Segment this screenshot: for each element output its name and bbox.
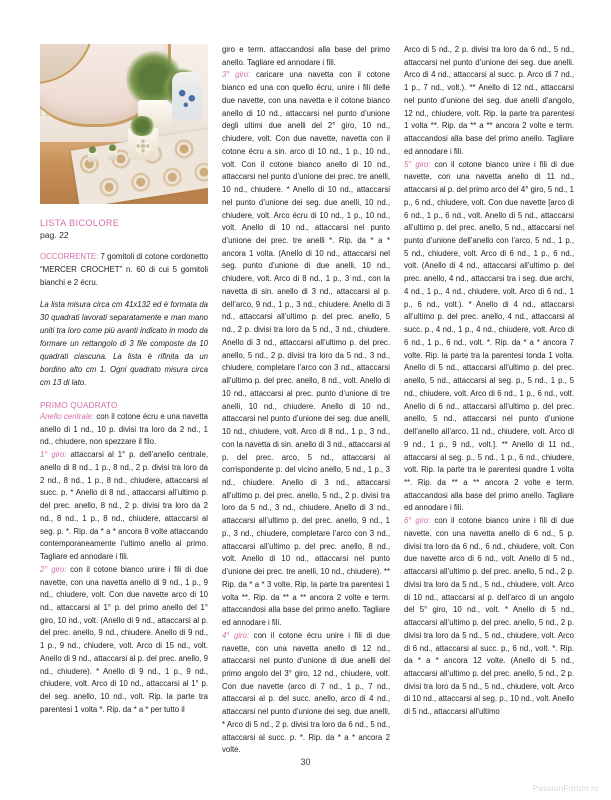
photo-mini-plant-1 [88,145,97,153]
page-title: LISTA BICOLORE [40,218,120,228]
instruction-label: 5° giro: [404,159,431,169]
instruction-label: 6° giro: [404,516,431,526]
photo-mini-pot-2 [108,150,117,160]
instruction-paragraph [40,564,208,717]
instruction-text: con il cotone écru unire i fili di due navette, con una navetta anello di 12 nd., attaccarsi nel punto d’unione di due anelli del primo angolo del 3° giro, 12 nd., chiudere, volt. Con due navette (arco di 7 nd., 1 p., 7 nd., attaccarsi al p. del succ. anello, arco di 4 nd., attaccarsi nel punto d’unione dei seg. due anelli, * Arco di 5 nd., 2 p. divisi tra loro da 6 nd., 5 nd., attaccarsi al succ. p. *. Rip. da * a * ancora 2 volte. [222,630,390,755]
photo-vase-pattern [175,84,199,110]
photo-mini-pot-1 [88,152,97,162]
instruction-label: 1° giro: [40,450,67,460]
instruction-label: 2° giro: [40,564,67,574]
intro-paragraph: La lista misura circa cm 41x132 ed è formata da 30 quadrati lavorati separatamente e man mano uniti tra loro come più avanti indicato in modo da formare un rettangolo di 3 file composte da 10 quadrati ciascuna. La lista è rifinita da un bordino alto cm 1. Ogni quadrato misura circa cm 13 di lato. [40,300,208,388]
photo-succulent [128,116,156,136]
instruction-text: attaccarsi al 1° p. dell’anello centrale, anello di 8 nd., 1 p., 8 nd., 2 p. divisi tra loro da 2 nd., 8 nd., 1 p., 8 nd., chiudere, attaccarsi al succ. p. * Anello di 8 nd., attaccarsi all’ultimo p. del prec. anello, 8 nd., 2 p. divisi tra loro da 2 nd., 8 nd., 1 p., 8 nd., chiudere, attaccarsi al seg. p. *. Rip. da * a * ancora 8 volte attaccando contemporaneamente l’ultimo anello al primo. Tagliare ed annodare i fili. [40,450,208,562]
requirements-label: OCCORRENTE: [40,252,99,261]
instruction-paragraph [40,411,208,449]
instruction-paragraph [222,630,390,757]
instruction-text: con il cotone bianco unire i fili di due navette, con una navetta anello di 6 nd., 5 p. divisi tra loro da 6 nd., 6 nd., chiudere, volt. Con due navette arco di 6 nd., volt. Anello di 5 nd., attaccarsi all’ultimo p. del prec. anello, 5 nd., 2 p. divisi tra loro da 5 nd., 5 nd., chiudere, volt. Arco di 10 nd., attaccarsi al p. dell’arco di un angolo del 5° giro, 10 nd., volt. * Anello di 5 nd., attaccarsi all’ultimo p. del prec. anello, 5 nd., 2 p. divisi tra loro da 5 nd., 5 nd., chiudere, volt. Arco di 6 nd., attaccarsi al succ. p., 6 nd., volt. *. Rip. da * a * ancora 12 volte. (Anello di 5 nd., attaccarsi all’ultimo p. del prec. anello, 5 nd., 2 p. divisi tra loro da 5 nd., 5 nd., chiudere, volt. Arco di 10 nd., attaccarsi al seg. p., 10 nd., volt. Anello di 5 nd., attaccarsi all’ultimo [404,516,574,717]
instruction-paragraph [222,69,390,629]
instruction-paragraph-continued: Arco di 5 nd., 2 p. divisi tra loro da 6 nd., 5 nd., attaccarsi nel punto d’unione dei seg. due anelli. Arco di 4 nd., attaccarsi al succ. p. Arco di 7 nd., 1 p., 7 nd., volt.). ** Anello di 12 nd., attaccarsi nel punto d’unione dei seg. due anelli d’angolo, 12 nd., chiudere, volt. Rip. la parte tra parentesi 1 volta **. Rip. da ** a ** ancora 2 volte e term. attaccandosi alla base del primo anello. Tagliare ed annodare i fili. [404,45,574,156]
column-left [40,44,208,744]
instruction-label: 3° giro: [222,70,251,80]
section-heading-primo-quadrato: PRIMO QUADRATO [40,400,118,410]
photo-pot-cutwork [135,138,151,154]
instruction-paragraph [404,515,574,719]
instruction-text: caricare una navetta con il cotone bianco ed una con quello écru, unire i fili delle due navette, con una navetta e il cotone bianco anello di 10 nd., attaccarsi nel punto d’unione degli ultimi due anelli del 2° giro, 10 nd., chiudere, volt. Con due navette, navetta con il cotone écru a sin. arco di 10 nd., 1 p., 10 nd., volt. Con il cotone bianco anello di 10 nd., attaccarsi nel punto d’unione dei prec. tre anelli, 10 nd., chiudere. * Anello di 10 nd., attaccarsi nel punto d’unione dei seg. due anelli, 10 nd., chiudere, volt. Arco écru di 10 nd., 1 p., 10 nd., volt. Anello di 10 nd., attaccarsi nel punto d’unione dei prec. tre anelli *. Rip. da * a * ancora 1 volta. (Anello di 10 nd., attaccarsi nel seg. punto d’unione di due anelli, 10 nd., chiudere, volt. Arco di 8 nd., 1 p., 3 nd., con la navetta di sin. anello di 3 nd., attaccarsi al p. dell’arco, 9 nd., 1 p., 3 nd., chiudere. Anello di 3 nd., attaccarsi all’ultimo p. del prec. anello, 5 nd., 2 p. divisi tra loro da 5 nd., 3 nd., chiudere. Anello di 3 nd., attaccarsi all’ultimo p. del prec. anello, 5 nd., 2 p. divisi tra loro da 5 nd., 3 nd., chiudere, completare l’arco con 3 nd., attaccarsi all’ultimo p. del prec. anello, 8 nd., volt. Anello di 10 nd., attaccarsi al prec. punto d’unione di tre anelli, 10 nd., chiudere. Anello di 10 nd., attaccarsi nel punto d’unione dei seg. due anelli, 10 nd., chiudere, volt. Arco di 8 nd., 1 p., 3 nd., con la navetta di sin. anello di 3 nd., attaccarsi al p. del prec. arco, 5 nd., attaccarsi al corrispondente p. del vicino anello, 5 nd., 1 p., 3 nd., chiudere. Anello di 3 nd., attaccarsi all’ultimo p. del prec. anello, 5 nd., 2 p. divisi tra loro da 5 nd., 3 nd., chiudere. Anello di 3 nd., attaccarsi all’ultimo p. del prec. anello, 9 nd., 1 p., 3 nd., chiudere, completare l’arco con 3 nd., attaccarsi all’ultimo p. del prec. anello, 8 nd., volt. Anello di 10 nd., attaccarsi nel punto d’unione dei prec. tre anelli, 10 nd., chiudere). ** Rip. da * a * 3 volte. Rip. la parte tra parentesi 1 volta **. Rip. da ** a ** ancora 2 volte e term. attaccandosi alla base del primo anello. Tagliare ed annodare i fili. [222,70,390,628]
column-middle [222,44,390,755]
instruction-text: con il cotone écru e una navetta anello di 1 nd., 10 p. divisi tra loro da 2 nd., 1 nd., chiudere, non spezzare il filo. [40,411,209,447]
photo-mini-plant-2 [108,143,117,151]
page-number: 30 [300,757,311,767]
instruction-label: 4° giro: [222,630,250,640]
page-reference: pag. 22 [40,230,69,240]
requirements-block [40,251,208,289]
instruction-paragraph [404,159,574,516]
instruction-text: con il cotone bianco unire i fili di due navette, con una navetta anello di 11 nd., attaccarsi al p. del primo arco del 4° giro, 5 nd., 1 p., 6 nd., chiudere, volt. Con due navette [arco di 6 nd., 1 p., 6 nd., volt. Anello di 5 nd., attaccarsi all’ultimo p. del prec. anello, 5 nd., attaccarsi nel punto d’unione dell’anello con l’arco, 5 nd., 1 p., 5 nd., chiudere, volt. Arco di 6 nd., 1 p., 6 nd., volt. (Anello di 4 nd., attaccarsi all’ultimo p. del prec. anello, 4 nd., attaccarsi tra i seg. due archi, 4 nd., 1 p., 4 nd., chiudere, volt. Arco di 6 nd., 1 p., 6 nd., volt.). * Anello di 4 nd., attaccarsi all’ultimo p. del prec. anello, 4 nd., attaccarsi al succ. p., 4 nd., 1 p., 4 nd., chiudere, volt. Arco di 6 nd., 1 p., 6 nd., volt. *. Rip. da * a * ancora 7 volte. Rip. la parte tra la parentesi tonda 1 volta. Anello di 5 nd., attaccarsi all’ultimo p. del prec. anello, 5 nd., attaccarsi al seg. p., 5 nd., 1 p., 5 nd., chiudere, volt. Arco di 6 nd., 1 p., 6 nd., volt. Anello di 6 nd., attaccarsi all’ultimo p. del prec. anello, 5 nd., attaccarsi nel punto d’unione dell’anello all’arco, 11 nd., chiudere, volt. Arco di 9 nd., 1 p., 9 nd., volt.]. ** Anello di 11 nd., attaccarsi al seg. p., 5 nd., 1 p., 6 nd., chiudere, volt. Rip. la parte tra le parentesi quadre 1 volta **. Rip. da ** a ** ancora 2 volte e term. attaccandosi alla base del primo anello. Tagliare ed annodare i fili. [404,159,574,513]
instruction-text: con il cotone bianco unire i fili di due navette, con una navetta anello di 9 nd., 1 p., 9 nd., chiudere, volt. Con due navette arco di 10 nd., attaccarsi al 1° p. del primo anello del 1° giro, 10 nd., volt. (Anello di 9 nd., attaccarsi al p. del prec. anello, 9 nd., chiudere. Anello di 9 nd., 1 p., 9 nd., chiudere, volt. Arco di 15 nd., volt. Anello di 9 nd., attaccarsi al p. del prec. anello, 9 nd., chiudere). * Anello di 9 nd., 1 p., 9 nd., chiudere, volt. Arco di 10 nd., attaccarsi al 1° p. del seg. anello, 10 nd., volt. Rip. la parte tra parentesi 1 volta *. Rip. da * a * per tutto il [40,564,208,714]
requirements-text: 7 gomitoli di cotone cordonetto “MERCER CROCHET” n. 60 di cui 5 gomitoli bianchi e 2 écru. [40,252,208,287]
photo-mirror-reflection [40,44,94,84]
instruction-paragraph-continued: giro e term. attaccandosi alla base del primo anello. Tagliare ed annodare i fili. [222,45,390,67]
three-column-layout [40,44,574,755]
column-right [404,44,574,744]
table-runner-photo [40,44,208,204]
instruction-paragraph [40,449,208,564]
watermark: PassionForum.ru [532,783,599,793]
instruction-label: Anello centrale: [40,411,94,421]
